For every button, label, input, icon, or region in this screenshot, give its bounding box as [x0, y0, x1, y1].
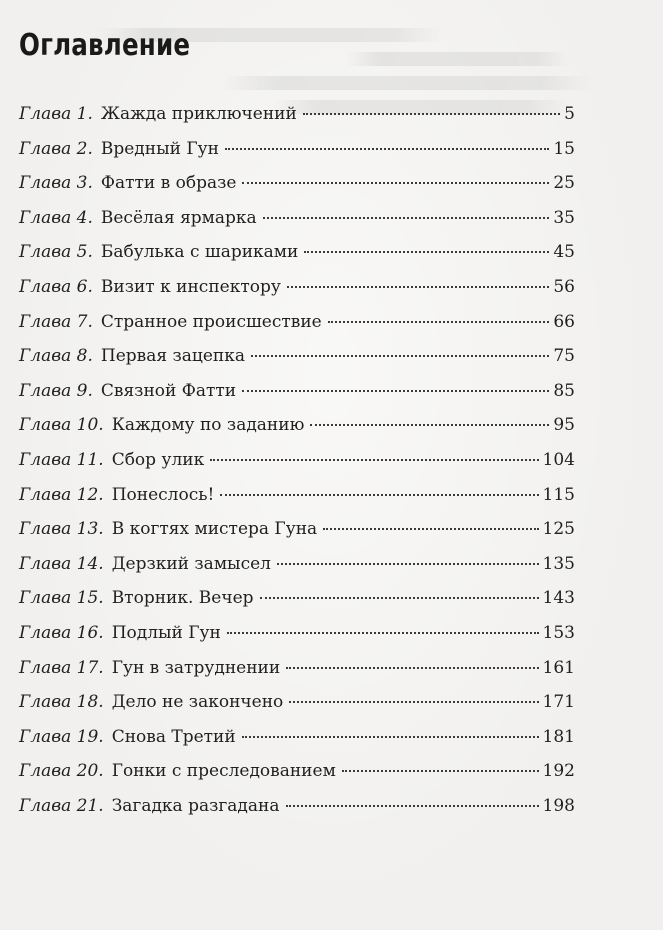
page-number: 135: [542, 553, 575, 574]
chapter-title: Понеслось!: [111, 484, 215, 505]
toc-entry: [19, 139, 575, 174]
chapter-label: Глава 20.: [19, 761, 104, 782]
page-number: 75: [553, 346, 575, 367]
toc-entry: [19, 277, 575, 312]
toc-entry: [19, 588, 575, 623]
chapter-label: Глава 19.: [19, 726, 104, 747]
chapter-label: Глава 1.: [19, 104, 93, 124]
toc-entry: [19, 415, 575, 450]
chapter-label: Глава 12.: [19, 484, 104, 505]
toc-entry: [19, 692, 575, 727]
page-number: 66: [553, 311, 575, 332]
chapter-title: Каждому по заданию: [111, 415, 305, 436]
toc-entry: [19, 554, 575, 589]
page-number: 143: [542, 588, 575, 609]
page-number: 153: [542, 622, 575, 643]
chapter-title: Загадка разгадана: [111, 795, 280, 816]
chapter-label: Глава 15.: [19, 588, 104, 609]
page-number: 56: [553, 276, 575, 297]
chapter-label: Глава 8.: [19, 346, 93, 367]
dot-leader: [225, 148, 549, 150]
chapter-label: Глава 21.: [19, 795, 104, 816]
chapter-label: Глава 2.: [19, 138, 93, 159]
chapter-label: Глава 7.: [19, 311, 93, 332]
toc-entry: [19, 761, 575, 796]
dot-leader: [286, 805, 539, 807]
chapter-label: Глава 14.: [19, 553, 104, 574]
page-number: 25: [553, 173, 575, 194]
chapter-label: Глава 9.: [19, 380, 93, 401]
page-number: 125: [542, 519, 575, 540]
toc-entry: [19, 796, 575, 831]
chapter-title: Первая зацепка: [100, 346, 245, 367]
chapter-title: Подлый Гун: [111, 622, 221, 643]
chapter-label: Глава 16.: [19, 622, 104, 643]
dot-leader: [342, 770, 539, 772]
toc-entry: [19, 104, 575, 139]
page-number: 45: [553, 242, 575, 263]
page-number: 35: [553, 207, 575, 228]
dot-leader: [286, 667, 538, 669]
chapter-title: Вторник. Вечер: [111, 588, 254, 609]
toc-entry: [19, 658, 575, 693]
dot-leader: [260, 597, 539, 599]
chapter-label: Глава 18.: [19, 692, 104, 713]
page-number: 161: [542, 657, 575, 678]
toc-entry: [19, 381, 575, 416]
dot-leader: [251, 355, 549, 357]
chapter-label: Глава 3.: [19, 173, 93, 194]
chapter-title: Гонки с преследованием: [111, 761, 336, 782]
page-number: 198: [542, 795, 575, 816]
dot-leader: [323, 528, 538, 530]
dot-leader: [287, 286, 549, 288]
toc-entry: [19, 727, 575, 762]
dot-leader: [210, 459, 538, 461]
toc-entry: [19, 312, 575, 347]
dot-leader: [303, 113, 560, 115]
chapter-title: Сбор улик: [111, 449, 205, 470]
page-number: 85: [553, 380, 575, 401]
chapter-title: Дерзкий замысел: [111, 553, 271, 574]
page-number: 95: [553, 415, 575, 436]
chapter-label: Глава 5.: [19, 242, 93, 263]
chapter-title: Жажда приключений: [100, 104, 297, 124]
toc-entry: [19, 519, 575, 554]
dot-leader: [263, 217, 550, 219]
toc-entry: [19, 173, 575, 208]
page-number: 192: [542, 761, 575, 782]
toc-entry: [19, 208, 575, 243]
chapter-title: Визит к инспектору: [100, 276, 281, 297]
chapter-label: Глава 4.: [19, 207, 93, 228]
chapter-title: Фатти в образе: [100, 173, 237, 194]
toc-entry: [19, 450, 575, 485]
dot-leader: [220, 494, 538, 496]
page-number: 104: [542, 449, 575, 470]
chapter-title: Гун в затруднении: [111, 657, 281, 678]
page-number: 181: [542, 726, 575, 747]
table-of-contents: [19, 104, 575, 830]
page-number: 171: [542, 692, 575, 713]
dot-leader: [289, 701, 538, 703]
dot-leader: [310, 424, 549, 426]
chapter-title: Странное происшествие: [100, 311, 322, 332]
chapter-label: Глава 6.: [19, 276, 93, 297]
chapter-title: Бабулька с шариками: [100, 242, 299, 263]
dot-leader: [328, 321, 550, 323]
toc-entry: [19, 346, 575, 381]
dot-leader: [242, 182, 549, 184]
chapter-label: Глава 11.: [19, 449, 104, 470]
chapter-title: Снова Третий: [111, 726, 236, 747]
page-number: 115: [542, 484, 575, 505]
chapter-title: Вредный Гун: [100, 138, 219, 159]
chapter-title: В когтях мистера Гуна: [111, 519, 318, 540]
page-title: Оглавление: [19, 28, 191, 63]
dot-leader: [242, 736, 539, 738]
chapter-label: Глава 10.: [19, 415, 104, 436]
toc-entry: [19, 242, 575, 277]
chapter-title: Связной Фатти: [100, 380, 237, 401]
toc-entry: [19, 623, 575, 658]
dot-leader: [277, 563, 539, 565]
chapter-title: Весёлая ярмарка: [100, 207, 257, 228]
dot-leader: [304, 251, 549, 253]
page-number: 5: [564, 104, 575, 124]
dot-leader: [242, 390, 549, 392]
dot-leader: [227, 632, 539, 634]
chapter-title: Дело не закончено: [111, 692, 284, 713]
toc-entry: [19, 485, 575, 520]
chapter-label: Глава 17.: [19, 657, 104, 678]
page-number: 15: [553, 138, 575, 159]
chapter-label: Глава 13.: [19, 519, 104, 540]
